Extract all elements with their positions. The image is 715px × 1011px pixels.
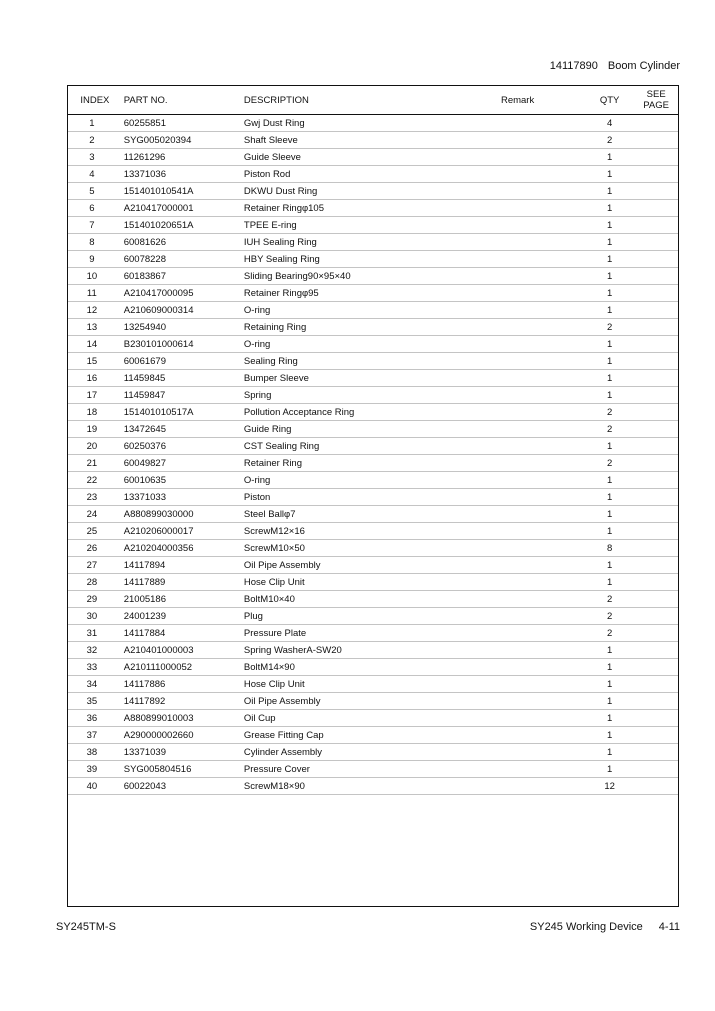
cell-index: 6 <box>68 200 116 217</box>
table-row <box>68 727 678 744</box>
cell-index: 16 <box>68 370 116 387</box>
cell-index: 9 <box>68 251 116 268</box>
parts-table <box>68 86 678 795</box>
cell-see-page <box>634 217 678 234</box>
cell-qty: 2 <box>585 455 634 472</box>
cell-part-no: A210401000003 <box>116 642 234 659</box>
cell-remark <box>501 234 585 251</box>
cell-see-page <box>634 727 678 744</box>
cell-description: DKWU Dust Ring <box>234 183 501 200</box>
cell-index: 8 <box>68 234 116 251</box>
cell-remark <box>501 744 585 761</box>
cell-index: 24 <box>68 506 116 523</box>
cell-part-no: 14117892 <box>116 693 234 710</box>
table-row <box>68 591 678 608</box>
cell-index: 11 <box>68 285 116 302</box>
cell-description: BoltM10×40 <box>234 591 501 608</box>
table-row <box>68 336 678 353</box>
cell-description: ScrewM12×16 <box>234 523 501 540</box>
cell-qty: 2 <box>585 421 634 438</box>
see-page-line2: PAGE <box>643 100 669 111</box>
cell-description: Sealing Ring <box>234 353 501 370</box>
cell-description: Cylinder Assembly <box>234 744 501 761</box>
cell-qty: 1 <box>585 166 634 183</box>
table-row <box>68 489 678 506</box>
cell-see-page <box>634 353 678 370</box>
cell-see-page <box>634 285 678 302</box>
cell-description: Plug <box>234 608 501 625</box>
cell-index: 3 <box>68 149 116 166</box>
footer-model: SY245TM-S <box>56 921 116 933</box>
cell-index: 28 <box>68 574 116 591</box>
cell-qty: 2 <box>585 625 634 642</box>
cell-description: Shaft Sleeve <box>234 132 501 149</box>
cell-description: Piston <box>234 489 501 506</box>
cell-remark <box>501 574 585 591</box>
table-row <box>68 387 678 404</box>
cell-index: 1 <box>68 115 116 132</box>
cell-qty: 1 <box>585 574 634 591</box>
cell-remark <box>501 132 585 149</box>
table-row <box>68 251 678 268</box>
cell-part-no: SYG005020394 <box>116 132 234 149</box>
cell-description: ScrewM18×90 <box>234 778 501 795</box>
cell-remark <box>501 166 585 183</box>
cell-description: Sliding Bearing90×95×40 <box>234 268 501 285</box>
cell-qty: 1 <box>585 268 634 285</box>
cell-part-no: A210206000017 <box>116 523 234 540</box>
table-row <box>68 625 678 642</box>
cell-index: 21 <box>68 455 116 472</box>
cell-part-no: 21005186 <box>116 591 234 608</box>
cell-see-page <box>634 319 678 336</box>
cell-index: 4 <box>68 166 116 183</box>
cell-description: O-ring <box>234 472 501 489</box>
cell-remark <box>501 200 585 217</box>
cell-part-no: 151401020651A <box>116 217 234 234</box>
cell-see-page <box>634 302 678 319</box>
cell-index: 37 <box>68 727 116 744</box>
cell-remark <box>501 625 585 642</box>
cell-see-page <box>634 676 678 693</box>
cell-description: HBY Sealing Ring <box>234 251 501 268</box>
cell-description: Pollution Acceptance Ring <box>234 404 501 421</box>
cell-qty: 1 <box>585 217 634 234</box>
cell-index: 10 <box>68 268 116 285</box>
cell-part-no: 151401010541A <box>116 183 234 200</box>
cell-qty: 1 <box>585 472 634 489</box>
table-row <box>68 319 678 336</box>
column-header-qty: QTY <box>585 86 634 115</box>
table-row <box>68 234 678 251</box>
cell-index: 14 <box>68 336 116 353</box>
table-row <box>68 659 678 676</box>
cell-part-no: B230101000614 <box>116 336 234 353</box>
cell-remark <box>501 523 585 540</box>
cell-see-page <box>634 659 678 676</box>
cell-qty: 1 <box>585 149 634 166</box>
cell-remark <box>501 659 585 676</box>
cell-description: CST Sealing Ring <box>234 438 501 455</box>
cell-see-page <box>634 710 678 727</box>
cell-part-no: 13472645 <box>116 421 234 438</box>
parts-list-frame <box>67 85 679 907</box>
cell-qty: 1 <box>585 676 634 693</box>
cell-see-page <box>634 761 678 778</box>
cell-qty: 2 <box>585 608 634 625</box>
cell-remark <box>501 608 585 625</box>
cell-qty: 1 <box>585 693 634 710</box>
cell-qty: 1 <box>585 438 634 455</box>
cell-part-no: 60010635 <box>116 472 234 489</box>
cell-qty: 1 <box>585 761 634 778</box>
cell-part-no: SYG005804516 <box>116 761 234 778</box>
cell-qty: 1 <box>585 659 634 676</box>
footer-section: SY245 Working Device <box>529 921 643 933</box>
cell-part-no: A880899010003 <box>116 710 234 727</box>
cell-qty: 4 <box>585 115 634 132</box>
cell-qty: 1 <box>585 523 634 540</box>
cell-see-page <box>634 421 678 438</box>
cell-qty: 1 <box>585 200 634 217</box>
cell-part-no: 13371036 <box>116 166 234 183</box>
cell-part-no: 13371033 <box>116 489 234 506</box>
table-row <box>68 523 678 540</box>
cell-index: 17 <box>68 387 116 404</box>
cell-index: 29 <box>68 591 116 608</box>
cell-part-no: A210609000314 <box>116 302 234 319</box>
table-row <box>68 472 678 489</box>
cell-index: 13 <box>68 319 116 336</box>
table-row <box>68 268 678 285</box>
cell-index: 40 <box>68 778 116 795</box>
cell-part-no: 14117884 <box>116 625 234 642</box>
cell-qty: 2 <box>585 404 634 421</box>
cell-part-no: 11459847 <box>116 387 234 404</box>
table-row <box>68 761 678 778</box>
cell-description: Hose Clip Unit <box>234 676 501 693</box>
cell-description: Oil Cup <box>234 710 501 727</box>
cell-index: 31 <box>68 625 116 642</box>
cell-qty: 1 <box>585 285 634 302</box>
cell-part-no: 60183867 <box>116 268 234 285</box>
table-row <box>68 302 678 319</box>
table-row <box>68 149 678 166</box>
cell-description: Pressure Cover <box>234 761 501 778</box>
cell-part-no: 13371039 <box>116 744 234 761</box>
cell-description: ScrewM10×50 <box>234 540 501 557</box>
cell-see-page <box>634 370 678 387</box>
cell-description: BoltM14×90 <box>234 659 501 676</box>
cell-index: 15 <box>68 353 116 370</box>
cell-remark <box>501 115 585 132</box>
cell-part-no: 60049827 <box>116 455 234 472</box>
cell-remark <box>501 268 585 285</box>
cell-qty: 8 <box>585 540 634 557</box>
cell-qty: 1 <box>585 353 634 370</box>
cell-qty: 1 <box>585 302 634 319</box>
cell-index: 7 <box>68 217 116 234</box>
table-row <box>68 285 678 302</box>
table-row <box>68 370 678 387</box>
column-header-description: DESCRIPTION <box>234 86 501 115</box>
cell-qty: 1 <box>585 744 634 761</box>
cell-remark <box>501 727 585 744</box>
page-number: 4-11 <box>658 921 680 933</box>
cell-part-no: A210417000001 <box>116 200 234 217</box>
cell-part-no: 60250376 <box>116 438 234 455</box>
table-row <box>68 353 678 370</box>
table-row <box>68 438 678 455</box>
cell-description: Gwj Dust Ring <box>234 115 501 132</box>
cell-remark <box>501 353 585 370</box>
cell-remark <box>501 642 585 659</box>
cell-description: IUH Sealing Ring <box>234 234 501 251</box>
cell-remark <box>501 336 585 353</box>
cell-index: 34 <box>68 676 116 693</box>
cell-see-page <box>634 438 678 455</box>
cell-qty: 1 <box>585 727 634 744</box>
table-body <box>68 115 678 795</box>
cell-remark <box>501 421 585 438</box>
cell-see-page <box>634 625 678 642</box>
cell-part-no: 14117886 <box>116 676 234 693</box>
cell-see-page <box>634 489 678 506</box>
cell-index: 12 <box>68 302 116 319</box>
cell-remark <box>501 387 585 404</box>
cell-qty: 1 <box>585 234 634 251</box>
cell-remark <box>501 438 585 455</box>
cell-see-page <box>634 115 678 132</box>
cell-see-page <box>634 268 678 285</box>
cell-part-no: 60081626 <box>116 234 234 251</box>
cell-index: 18 <box>68 404 116 421</box>
cell-part-no: 11459845 <box>116 370 234 387</box>
cell-remark <box>501 761 585 778</box>
cell-remark <box>501 285 585 302</box>
cell-description: Guide Sleeve <box>234 149 501 166</box>
cell-part-no: 13254940 <box>116 319 234 336</box>
cell-index: 5 <box>68 183 116 200</box>
cell-see-page <box>634 540 678 557</box>
cell-see-page <box>634 523 678 540</box>
cell-part-no: 60078228 <box>116 251 234 268</box>
cell-qty: 1 <box>585 710 634 727</box>
assembly-title: Boom Cylinder <box>607 60 680 72</box>
cell-qty: 1 <box>585 336 634 353</box>
table-row <box>68 455 678 472</box>
cell-see-page <box>634 693 678 710</box>
cell-description: Spring WasherA-SW20 <box>234 642 501 659</box>
cell-index: 19 <box>68 421 116 438</box>
column-header-remark: Remark <box>501 86 585 115</box>
cell-remark <box>501 149 585 166</box>
cell-remark <box>501 489 585 506</box>
cell-qty: 1 <box>585 506 634 523</box>
cell-remark <box>501 319 585 336</box>
cell-remark <box>501 676 585 693</box>
see-page-line1: SEE <box>646 89 666 100</box>
table-row <box>68 676 678 693</box>
cell-remark <box>501 540 585 557</box>
table-row <box>68 166 678 183</box>
cell-see-page <box>634 166 678 183</box>
cell-index: 27 <box>68 557 116 574</box>
cell-description: Grease Fitting Cap <box>234 727 501 744</box>
cell-part-no: A880899030000 <box>116 506 234 523</box>
cell-remark <box>501 591 585 608</box>
cell-see-page <box>634 200 678 217</box>
cell-part-no: 151401010517A <box>116 404 234 421</box>
table-row <box>68 183 678 200</box>
cell-see-page <box>634 149 678 166</box>
table-row <box>68 608 678 625</box>
column-header-see-page <box>634 86 678 115</box>
cell-remark <box>501 693 585 710</box>
cell-part-no: A210204000356 <box>116 540 234 557</box>
cell-description: Piston Rod <box>234 166 501 183</box>
cell-see-page <box>634 336 678 353</box>
cell-part-no: 14117894 <box>116 557 234 574</box>
cell-see-page <box>634 472 678 489</box>
cell-see-page <box>634 183 678 200</box>
cell-part-no: A210111000052 <box>116 659 234 676</box>
table-row <box>68 574 678 591</box>
column-header-part-no: PART NO. <box>116 86 234 115</box>
cell-qty: 2 <box>585 132 634 149</box>
cell-index: 23 <box>68 489 116 506</box>
cell-description: Oil Pipe Assembly <box>234 693 501 710</box>
cell-part-no: A210417000095 <box>116 285 234 302</box>
cell-index: 20 <box>68 438 116 455</box>
table-row <box>68 778 678 795</box>
cell-see-page <box>634 234 678 251</box>
cell-remark <box>501 404 585 421</box>
cell-qty: 2 <box>585 319 634 336</box>
cell-see-page <box>634 506 678 523</box>
cell-index: 36 <box>68 710 116 727</box>
cell-remark <box>501 557 585 574</box>
footer-right <box>530 921 680 933</box>
cell-description: O-ring <box>234 336 501 353</box>
table-row <box>68 217 678 234</box>
table-row <box>68 710 678 727</box>
cell-qty: 1 <box>585 489 634 506</box>
cell-see-page <box>634 557 678 574</box>
table-row <box>68 693 678 710</box>
cell-see-page <box>634 387 678 404</box>
document-title <box>550 60 680 72</box>
cell-index: 26 <box>68 540 116 557</box>
cell-index: 2 <box>68 132 116 149</box>
cell-see-page <box>634 591 678 608</box>
cell-index: 30 <box>68 608 116 625</box>
cell-index: 33 <box>68 659 116 676</box>
table-row <box>68 421 678 438</box>
cell-see-page <box>634 778 678 795</box>
cell-see-page <box>634 251 678 268</box>
cell-part-no: 60061679 <box>116 353 234 370</box>
cell-see-page <box>634 642 678 659</box>
table-row <box>68 744 678 761</box>
cell-qty: 1 <box>585 387 634 404</box>
cell-description: Hose Clip Unit <box>234 574 501 591</box>
table-header-row <box>68 86 678 115</box>
cell-part-no: 60255851 <box>116 115 234 132</box>
cell-remark <box>501 472 585 489</box>
cell-index: 39 <box>68 761 116 778</box>
cell-remark <box>501 302 585 319</box>
column-header-index: INDEX <box>68 86 116 115</box>
table-row <box>68 540 678 557</box>
cell-description: Pressure Plate <box>234 625 501 642</box>
cell-qty: 1 <box>585 642 634 659</box>
table-row <box>68 557 678 574</box>
cell-index: 32 <box>68 642 116 659</box>
cell-remark <box>501 710 585 727</box>
cell-description: Bumper Sleeve <box>234 370 501 387</box>
cell-index: 22 <box>68 472 116 489</box>
cell-qty: 1 <box>585 183 634 200</box>
cell-remark <box>501 506 585 523</box>
cell-see-page <box>634 404 678 421</box>
cell-see-page <box>634 744 678 761</box>
cell-see-page <box>634 574 678 591</box>
cell-index: 38 <box>68 744 116 761</box>
cell-remark <box>501 455 585 472</box>
cell-see-page <box>634 132 678 149</box>
table-row <box>68 404 678 421</box>
cell-see-page <box>634 608 678 625</box>
cell-remark <box>501 183 585 200</box>
cell-qty: 1 <box>585 370 634 387</box>
table-row <box>68 115 678 132</box>
cell-description: Retainer Ring <box>234 455 501 472</box>
table-row <box>68 642 678 659</box>
cell-remark <box>501 217 585 234</box>
cell-part-no: 14117889 <box>116 574 234 591</box>
cell-index: 35 <box>68 693 116 710</box>
table-row <box>68 132 678 149</box>
cell-description: Steel Ballφ7 <box>234 506 501 523</box>
table-row <box>68 200 678 217</box>
cell-qty: 1 <box>585 557 634 574</box>
cell-description: Oil Pipe Assembly <box>234 557 501 574</box>
assembly-part-number: 14117890 <box>549 60 598 72</box>
cell-description: Retainer Ringφ95 <box>234 285 501 302</box>
cell-description: TPEE E-ring <box>234 217 501 234</box>
cell-remark <box>501 370 585 387</box>
cell-description: Spring <box>234 387 501 404</box>
cell-part-no: 24001239 <box>116 608 234 625</box>
cell-remark <box>501 778 585 795</box>
cell-see-page <box>634 455 678 472</box>
cell-description: Guide Ring <box>234 421 501 438</box>
cell-qty: 2 <box>585 591 634 608</box>
table-row <box>68 506 678 523</box>
cell-description: Retainer Ringφ105 <box>234 200 501 217</box>
cell-qty: 1 <box>585 251 634 268</box>
cell-description: Retaining Ring <box>234 319 501 336</box>
cell-index: 25 <box>68 523 116 540</box>
cell-qty: 12 <box>585 778 634 795</box>
cell-part-no: 11261296 <box>116 149 234 166</box>
cell-part-no: A290000002660 <box>116 727 234 744</box>
cell-description: O-ring <box>234 302 501 319</box>
cell-remark <box>501 251 585 268</box>
cell-part-no: 60022043 <box>116 778 234 795</box>
